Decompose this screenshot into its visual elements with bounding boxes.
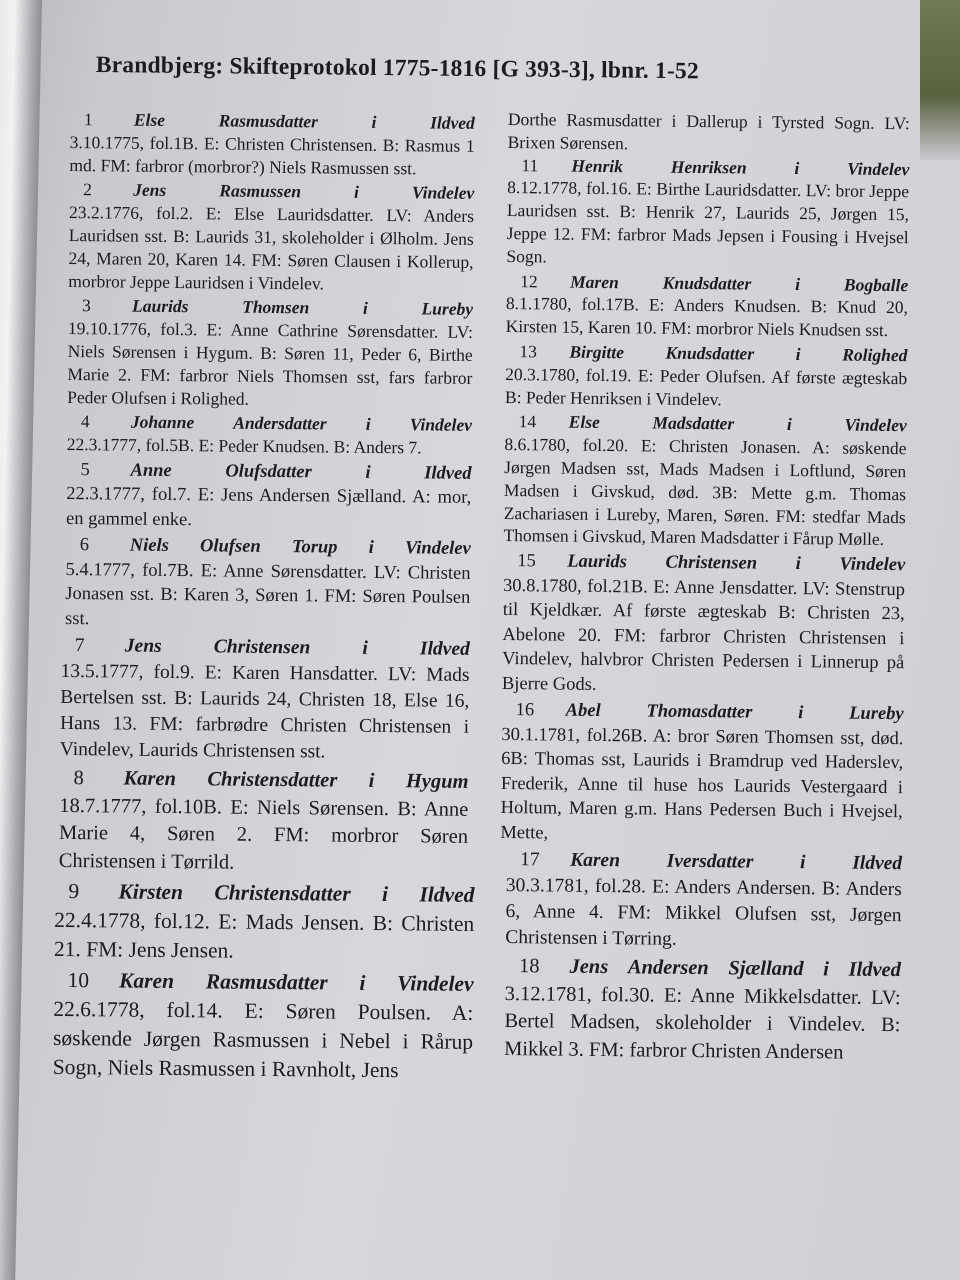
entry-text: 19.10.1776, fol.3. E: Anne Cathrine Sørensdatter. LV: Niels Sørensen i Hygum. B: Søren 11, Peder 6, Birthe Marie 2. FM: farbror Niels Thomsen sst, fars farbror Peder Olufsen i Rolighed. — [67, 318, 473, 409]
entry-heading — [54, 877, 474, 910]
entry-name — [118, 878, 474, 910]
entry-name-word: Christensen — [665, 552, 758, 574]
entry-heading — [61, 633, 470, 663]
register-entry — [65, 533, 471, 635]
entry-name-word: Vindelev — [409, 414, 473, 436]
entry-name — [134, 109, 475, 135]
entry-number: 7 — [74, 635, 85, 657]
entry-name-word: Karen — [119, 968, 175, 994]
register-entry — [69, 108, 475, 180]
entry-name-word: i — [365, 462, 371, 483]
entry-name-word: Henrik — [571, 155, 624, 176]
entry-name-word: Ildved — [419, 882, 475, 908]
entry-name-word: i — [795, 343, 801, 365]
entry-text: 8.1.1780, fol.17B. E: Anders Knudsen. B: Knud 20, Kirsten 15, Karen 10. FM: morbror Niels Knudsen sst. — [505, 293, 909, 341]
entry-name-word: Henriksen — [670, 156, 747, 178]
entry-text: 5.4.1777, fol.7B. E: Anne Sørensdatter. LV: Christen Jonasen sst. B: Karen 3, Søren 1. FM: Søren Poulsen sst. — [64, 559, 471, 630]
entry-name-word: Vindelev — [404, 538, 471, 560]
entry-name-word: Rasmusdatter — [205, 969, 328, 995]
book-spine — [0, 0, 42, 1280]
entry-name-word: Jens — [133, 180, 167, 201]
register-entry — [506, 270, 909, 343]
entry-text: 30.1.1781, fol.26B. A: bror Søren Thomsen sst, død. 6B: Thomas sst, Laurids i Bramdrup ved Haderslev, Frederik, Anne til huse hos Laurids Vestergaard i Holtum, Maren g.m. Hans Pedersen Buch i Hvejsel, Mette, — [500, 724, 904, 844]
entry-name-word: i — [359, 971, 366, 996]
entry-name-word: Birgitte — [569, 341, 625, 363]
entry-name-word: i — [368, 770, 375, 793]
entry-number: 13 — [519, 341, 538, 362]
entry-name-word: Ildved — [848, 958, 902, 982]
entry-name-word: Laurids — [132, 295, 189, 317]
entry-name-word: Andersdatter — [233, 412, 327, 434]
entry-number: 8 — [73, 767, 84, 790]
entry-name-word: Ildved — [852, 852, 903, 875]
register-entry — [59, 765, 469, 879]
entry-name-word: i — [362, 298, 368, 319]
entry-text: 22.6.1778, fol.14. E: Søren Poulsen. A: søskende Jørgen Rasmussen i Nebel i Rårup Sogn, Niels Rasmussen i Ravnholt, Jens — [52, 997, 474, 1083]
entry-number: 11 — [521, 154, 539, 175]
register-entry — [53, 966, 474, 1086]
entry-text: 22.3.1777, fol.7. E: Jens Andersen Sjælland. A: mor, en gammel enke. — [65, 484, 472, 531]
entry-name — [119, 967, 474, 999]
entry-name-word: Vindelev — [411, 182, 475, 204]
entry-heading — [53, 966, 473, 999]
entry-name — [125, 634, 470, 663]
entry-name-word: Karen — [123, 767, 177, 791]
entry-name-word: Jens — [124, 636, 162, 658]
register-entry — [60, 633, 470, 767]
entry-text: 30.3.1781, fol.28. E: Anders Andersen. B: Anders 6, Anne 4. FM: Mikkel Olufsen sst, Jørgen Christensen i Tørring. — [505, 875, 902, 950]
entry-name — [130, 534, 471, 562]
entry-name-word: Madsdatter — [652, 412, 735, 434]
entry-name-word: Ildved — [424, 463, 472, 484]
register-entry — [504, 953, 901, 1067]
entry-name-word: Vindelev — [847, 158, 910, 179]
entry-name — [123, 766, 468, 797]
entry-number: 4 — [80, 411, 90, 432]
entry-name-word: Knudsdatter — [665, 342, 755, 364]
entry-name-word: Else — [133, 109, 166, 130]
entry-name-word: i — [823, 958, 830, 981]
entry-text: 22.4.1778, fol.12. E: Mads Jensen. B: Christen 21. FM: Jens Jensen. — [53, 908, 475, 964]
entry-text: 8.12.1778, fol.16. E: Birthe Lauridsdatter. LV: bror Jeppe Lauridsen sst. B: Henrik 27, Laurids 25, Jørgen 15, Jeppe 12. FM: farbror Mads Jepsen i Fousing i Hvejsel Sogn. — [506, 177, 910, 267]
entry-name-word: i — [371, 111, 377, 132]
entry-name — [131, 411, 472, 437]
entry-text: 22.3.1777, fol.5B. E: Peder Knudsen. B: Anders 7. — [66, 434, 422, 458]
entry-name-word: Rolighed — [842, 344, 908, 366]
entry-name-word: Christensdatter — [207, 768, 338, 793]
entry-text: 18.7.1777, fol.10B. E: Niels Sørensen. B: Anne Marie 4, Søren 2. FM: morbror Søren Christensen i Tørrild. — [58, 794, 469, 874]
entry-name-word: Lureby — [421, 298, 474, 320]
entry-name — [133, 179, 474, 205]
entry-name-word: Torup — [291, 537, 338, 559]
entry-name-word: Bogballe — [843, 274, 909, 295]
entry-heading — [505, 953, 901, 985]
left-column — [52, 108, 475, 1088]
entry-name-word: Olufsdatter — [225, 461, 312, 483]
register-entry — [68, 178, 474, 296]
entry-name-word: Laurids — [567, 551, 627, 573]
entry-name-word: Lureby — [849, 703, 904, 725]
entry-name — [569, 954, 901, 985]
entry-name-word: Sjælland — [728, 957, 804, 981]
entry-name-word: i — [353, 182, 360, 203]
register-entry — [506, 154, 909, 272]
entry-number: 1 — [83, 109, 93, 130]
entry-text: 3.10.1775, fol.1B. E: Christen Christensen. B: Rasmus 1 md. FM: farbror (morbror?) Niels Rasmussen sst. — [69, 131, 475, 178]
entry-name — [132, 295, 473, 321]
entry-heading — [506, 847, 902, 877]
entry-text: 3.12.1781, fol.30. E: Anne Mikkelsdatter. LV: Bertel Madsen, skoleholder i Vindelev. B: Mikkel 3. FM: farbror Christen Andersen — [504, 982, 901, 1064]
entry-number: 10 — [67, 968, 90, 993]
register-entry — [503, 410, 906, 551]
entry-name-word: Andersen — [627, 956, 709, 980]
right-column — [498, 108, 910, 1069]
register-entry — [66, 458, 472, 535]
register-entry — [67, 294, 473, 412]
entry-name-word: Rasmussen — [219, 180, 302, 202]
entry-number: 2 — [83, 179, 93, 200]
entry-text: 30.8.1780, fol.21B. E: Anne Jensdatter. LV: Stenstrup til Kjeldkær. Af første ægteskab B: Christen 23, Abelone 20. FM: farbror Christen Christensen i Vindelev, halvbror Christen Pedersen i Linnerup på Bjerre Gods. — [501, 575, 906, 695]
entry-name-word: i — [795, 273, 801, 294]
entry-name-word: Hygum — [405, 770, 469, 794]
entry-name — [567, 550, 905, 578]
entry-name-word: i — [368, 538, 374, 559]
page-title: Brandbjerg: Skifteprotokol 1775-1816 [G 393-3], lbnr. 1-52 — [95, 52, 699, 85]
entry-name-word: i — [794, 157, 800, 178]
entry-number: 14 — [518, 411, 537, 432]
entry-name-word: Vindelev — [844, 414, 907, 436]
register-entry — [505, 847, 902, 955]
entry-number: 5 — [80, 460, 90, 481]
entry-number: 6 — [79, 535, 90, 556]
entry-name — [569, 341, 907, 367]
entry-number: 12 — [520, 270, 538, 291]
entry-name-word: Vindelev — [839, 554, 906, 576]
entry-name-word: Thomasdatter — [646, 701, 753, 723]
entry-name-word: Kirsten — [118, 879, 184, 905]
entry-number: 15 — [517, 551, 536, 572]
entry-number: 17 — [520, 849, 540, 871]
background-edge — [920, 0, 960, 160]
entry-name-word: i — [365, 414, 371, 435]
entry-name-word: i — [786, 414, 792, 435]
entry-name-word: Iversdatter — [666, 850, 754, 873]
entry-name-word: Else — [568, 412, 600, 433]
entry-name-word: Abel — [565, 700, 601, 722]
entry-name-word: Anne — [130, 460, 172, 481]
register-entry — [505, 340, 908, 413]
entry-heading — [59, 765, 468, 796]
entry-number: 18 — [518, 955, 540, 978]
entry-name-word: i — [798, 703, 804, 724]
entry-name — [570, 848, 902, 877]
entry-name-word: Ildved — [430, 112, 475, 133]
entry-name — [130, 459, 471, 487]
entry-name-word: Karen — [570, 849, 621, 872]
entry-name-word: Vindelev — [397, 971, 474, 997]
register-entry — [502, 549, 906, 700]
entry-name-word: i — [795, 554, 801, 575]
register-entry — [500, 698, 904, 849]
entry-name-word: Christensdatter — [214, 880, 351, 907]
entry-text: 20.3.1780, fol.19. E: Peder Olufsen. Af første ægteskab B: Peder Henriksen i Vindelev. — [504, 363, 908, 409]
entry-name-word: Maren — [570, 271, 619, 292]
entry-number: 16 — [515, 700, 535, 721]
entry-text: 23.2.1776, fol.2. E: Else Lauridsdatter. LV: Anders Lauridsen sst. B: Laurids 31, skoleholder i Ølholm. Jens 24, Maren 20, Karen 14. FM: Søren Clausen i Kollerup, morbror Jeppe Lauridsen i Vindelev. — [68, 202, 475, 294]
entry-number: 9 — [68, 879, 80, 904]
entry-number: 3 — [82, 295, 91, 316]
entry-text: 13.5.1777, fol.9. E: Karen Hansdatter. LV: Mads Bertelsen sst. B: Laurids 24, Christen 18, Else 16, Hans 13. FM: farbrødre Christen Christensen i Vindelev, Laurids Christensen sst. — [59, 661, 470, 763]
entry-name-word: i — [362, 638, 368, 660]
entry-name-word: Johanne — [130, 411, 195, 433]
register-entry — [54, 877, 475, 968]
register-entry — [67, 410, 472, 459]
entry-name-word: Ildved — [419, 638, 470, 661]
entry-text: 8.6.1780, fol.20. E: Christen Jonasen. A: søskende Jørgen Madsen sst, Mads Madsen i Loftlund, Søren Madsen i Givskud, død. 3B: Mette g.m. Thomas Zachariasen i Lureby, Maren, Søren. FM: stedfar Mads Thomsen i Givskud, Maren Madsdatter i Fårup Mølle. — [503, 434, 907, 550]
entry-name-word: i — [381, 882, 389, 907]
entry-name-word: Christensen — [213, 636, 311, 659]
entry-name-word: Olufsen — [199, 536, 261, 558]
entry-name-word: Thomsen — [242, 297, 310, 318]
entry-name-word: i — [799, 852, 806, 874]
entry-name-word: Niels — [129, 536, 169, 557]
entry-name — [566, 699, 904, 727]
entry-name-word: Knudsdatter — [662, 272, 752, 294]
entry-name-word: Rasmusdatter — [218, 110, 318, 132]
entry-name-word: Jens — [569, 955, 609, 979]
right-continuation-text: Dorthe Rasmusdatter i Dallerup i Tyrsted Sogn. LV: Brixen Sørensen. — [507, 108, 910, 154]
